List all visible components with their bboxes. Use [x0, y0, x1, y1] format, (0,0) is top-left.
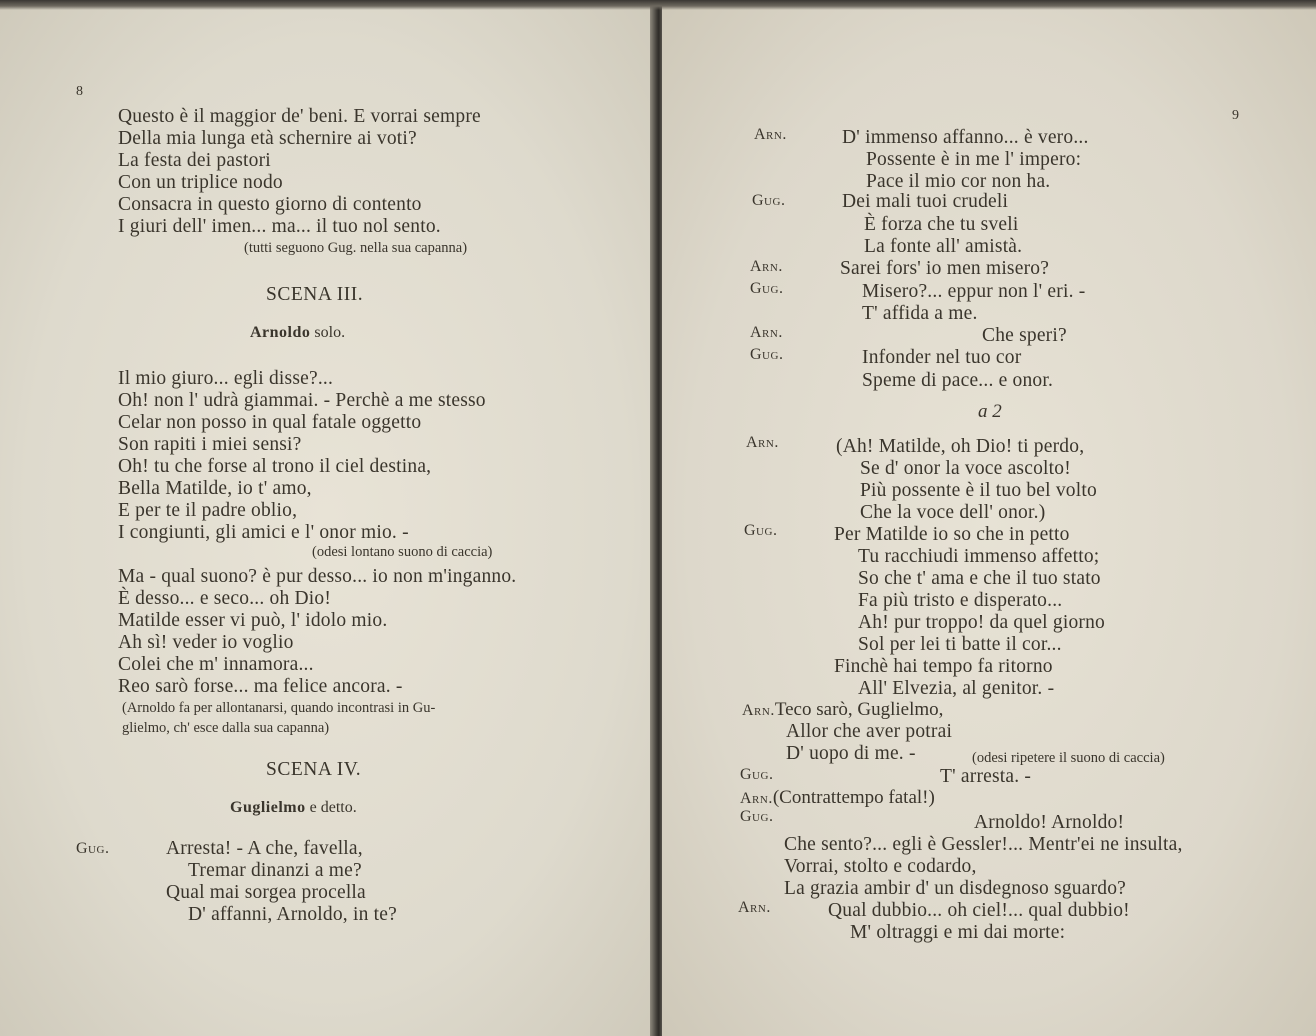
verse-line: Sol per lei ti batte il cor... [858, 634, 1062, 655]
verse-line: Arnoldo! Arnoldo! [974, 812, 1125, 833]
character-name: Guglielmo [230, 799, 306, 816]
verse-line: T' arresta. - [940, 766, 1032, 787]
verse-line: Tremar dinanzi a me? [188, 860, 362, 881]
verse-line: Possente è in me l' impero: [866, 149, 1082, 170]
verse-line: Colei che m' innamora... [118, 654, 314, 675]
duet-marker: a 2 [978, 401, 1002, 422]
verse-line: Consacra in questo giorno di contento [118, 194, 422, 215]
speaker-label: Gug. [740, 766, 774, 783]
verse-line: Oh! tu che forse al trono il ciel destina, [118, 456, 432, 477]
verse-line: Reo sarò forse... ma felice ancora. - [118, 676, 403, 697]
speaker-label: Arn. [750, 258, 783, 275]
verse-line: M' oltraggi e mi dai morte: [850, 922, 1066, 943]
verse-line: Tu racchiudi immenso affetto; [858, 546, 1100, 567]
character-name: Arnoldo [250, 324, 311, 341]
speaker-label: Gug. [750, 280, 784, 297]
scene-title: SCENA III. [266, 284, 364, 305]
speaker-label: Gug. [740, 808, 774, 825]
verse-line: E per te il padre oblio, [118, 500, 298, 521]
verse-line: All' Elvezia, al genitor. - [858, 678, 1055, 699]
character-note: e detto. [309, 799, 357, 816]
stage-direction: (Arnoldo fa per allontanarsi, quando incontrasi in Gu- [122, 700, 436, 716]
verse-line: Sarei fors' io men misero? [840, 258, 1050, 279]
scene-characters [230, 799, 357, 817]
verse-line: Bella Matilde, io t' amo, [118, 478, 312, 499]
verse-line: La festa dei pastori [118, 150, 271, 171]
page-number: 9 [1232, 108, 1239, 123]
verse-line: Son rapiti i miei sensi? [118, 434, 302, 455]
right-page [662, 0, 1316, 1036]
verse-line: Matilde esser vi può, l' idolo mio. [118, 610, 388, 631]
speaker-abbrev: Arn. [740, 790, 773, 807]
scene-title: SCENA IV. [266, 759, 362, 780]
verse-line: Pace il mio cor non ha. [866, 171, 1051, 192]
book-top-edge [0, 0, 1316, 10]
character-note: solo. [314, 324, 346, 341]
verse-line: Che speri? [982, 325, 1067, 346]
verse-line: Più possente è il tuo bel volto [860, 480, 1097, 501]
verse-line: Oh! non l' udrà giammai. - Perchè a me stesso [118, 390, 486, 411]
verse-line: D' uopo di me. - [786, 743, 916, 764]
verse-line: Qual mai sorgea procella [166, 882, 366, 903]
speaker-label [742, 699, 943, 721]
speaker-label: Arn. [738, 899, 771, 916]
verse-line: Per Matilde io so che in petto [834, 524, 1070, 545]
verse-line: Se d' onor la voce ascolto! [860, 458, 1071, 479]
speaker-label: Arn. [750, 324, 783, 341]
verse-line: Allor che aver potrai [786, 721, 953, 742]
verse-line: I congiunti, gli amici e l' onor mio. - [118, 522, 409, 543]
verse-line: Qual dubbio... oh ciel!... qual dubbio! [828, 900, 1130, 921]
verse-line: Il mio giuro... egli disse?... [118, 368, 334, 389]
verse-line: Arresta! - A che, favella, [166, 838, 363, 859]
verse-line: So che t' ama e che il tuo stato [858, 568, 1101, 589]
speaker-label: Gug. [750, 346, 784, 363]
verse-line: La fonte all' amistà. [864, 236, 1023, 257]
verse-line: È desso... e seco... oh Dio! [118, 588, 332, 609]
verse-line: D' affanni, Arnoldo, in te? [188, 904, 397, 925]
speaker-label: Gug. [744, 522, 778, 539]
verse-line: Che sento?... egli è Gessler!... Mentr'ei ne insulta, [784, 834, 1183, 855]
verse-line: I giuri dell' imen... ma... il tuo nol sento. [118, 216, 441, 237]
scene-characters [250, 324, 345, 342]
verse-line: Infonder nel tuo cor [862, 347, 1022, 368]
verse-line: Teco sarò, Guglielmo, [774, 699, 944, 720]
speaker-label: Gug. [76, 840, 110, 857]
verse-line: Finchè hai tempo fa ritorno [834, 656, 1053, 677]
verse-line: Ah sì! veder io voglio [118, 632, 294, 653]
verse-line: Questo è il maggior de' beni. E vorrai sempre [118, 106, 481, 127]
verse-line: Vorrai, stolto e codardo, [784, 856, 977, 877]
verse-line: (Ah! Matilde, oh Dio! ti perdo, [836, 436, 1085, 457]
speaker-label: Arn. [754, 126, 787, 143]
verse-line: Ma - qual suono? è pur desso... io non m'inganno. [118, 566, 517, 587]
speaker-label: Gug. [752, 192, 786, 209]
verse-line: È forza che tu sveli [864, 214, 1019, 235]
speaker-abbrev: Arn. [742, 702, 775, 719]
page-number: 8 [76, 84, 83, 99]
verse-line: D' immenso affanno... è vero... [842, 127, 1089, 148]
stage-direction: (tutti seguono Gug. nella sua capanna) [244, 240, 468, 256]
verse-line: Speme di pace... e onor. [862, 370, 1054, 391]
verse-line: Ah! pur troppo! da quel giorno [858, 612, 1105, 633]
stage-direction: glielmo, ch' esce dalla sua capanna) [122, 720, 330, 736]
verse-line: T' affida a me. [862, 303, 978, 324]
stage-direction: (odesi ripetere il suono di caccia) [972, 750, 1165, 766]
verse-line: Fa più tristo e disperato... [858, 590, 1063, 611]
verse-line: Misero?... eppur non l' eri. - [862, 281, 1086, 302]
verse-line: Che la voce dell' onor.) [860, 502, 1046, 523]
verse-line: La grazia ambir d' un disdegnoso sguardo? [784, 878, 1127, 899]
verse-line: Dei mali tuoi crudeli [842, 191, 1009, 212]
speaker-label [740, 787, 935, 809]
left-page [0, 0, 654, 1036]
verse-line: Celar non posso in qual fatale oggetto [118, 412, 422, 433]
stage-direction: (odesi lontano suono di caccia) [312, 544, 493, 560]
verse-line: (Contrattempo fatal!) [772, 787, 935, 808]
verse-line: Della mia lunga età schernire ai voti? [118, 128, 417, 149]
verse-line: Con un triplice nodo [118, 172, 283, 193]
speaker-label: Arn. [746, 434, 779, 451]
